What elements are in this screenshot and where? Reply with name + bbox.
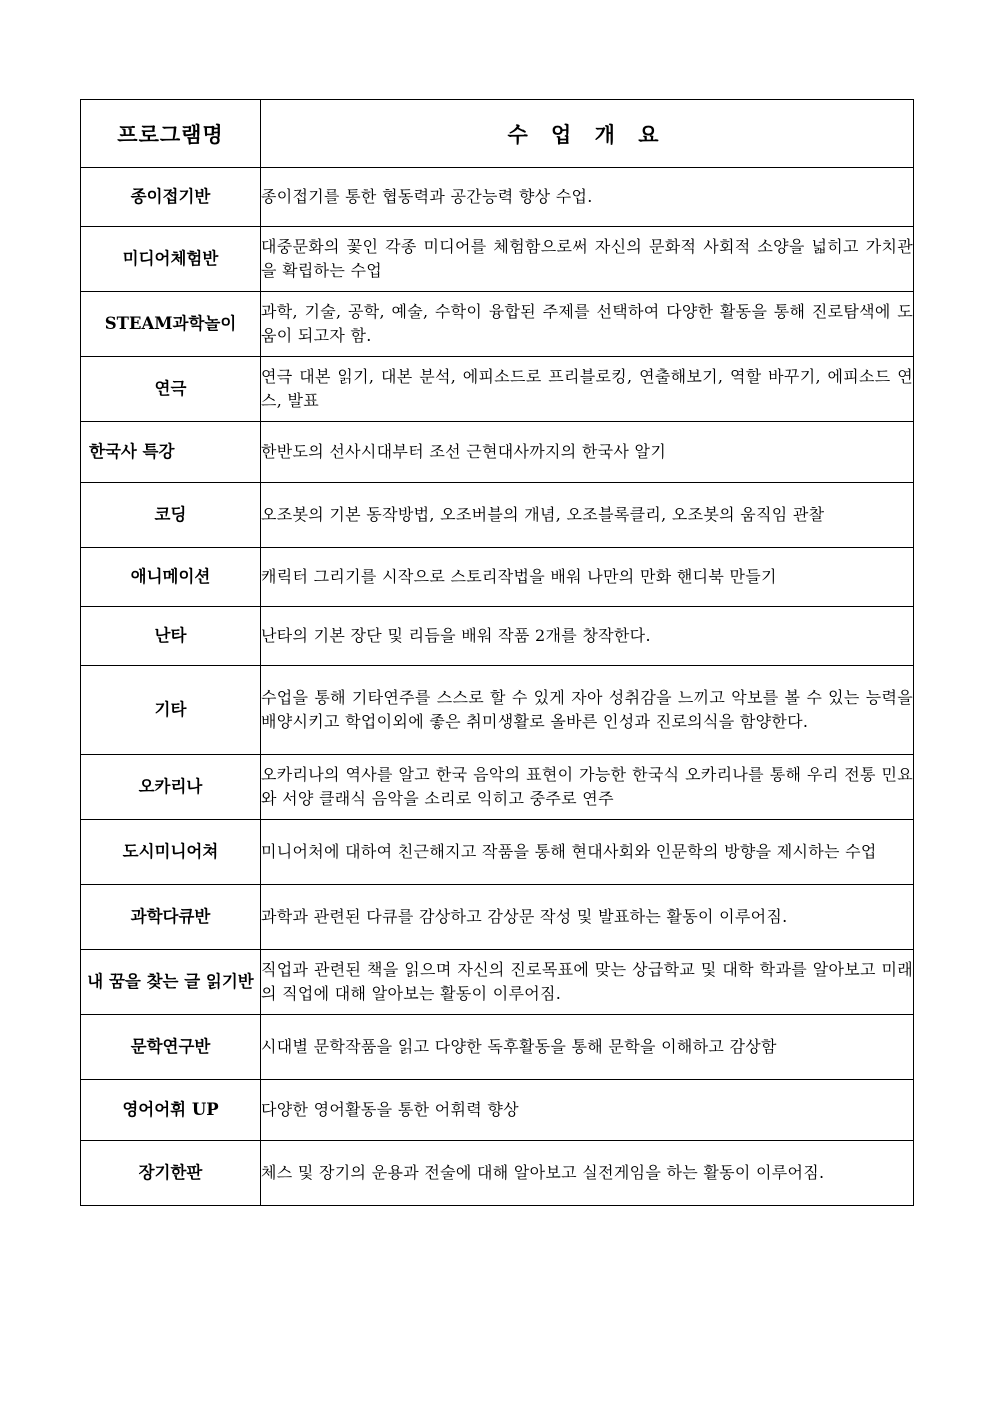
table-row	[81, 548, 914, 607]
program-description: 한반도의 선사시대부터 조선 근현대사까지의 한국사 알기	[261, 422, 914, 483]
program-description: 수업을 통해 기타연주를 스스로 할 수 있게 자아 성취감을 느끼고 악보를 볼 수 있는 능력을 배양시키고 학업이외에 좋은 취미생활로 올바른 인성과 진로의식을 함양한다.	[261, 666, 914, 755]
program-name: 도시미니어쳐	[81, 820, 261, 885]
table-row	[81, 755, 914, 820]
table-row	[81, 357, 914, 422]
program-description: 캐릭터 그리기를 시작으로 스토리작법을 배워 나만의 만화 핸디북 만들기	[261, 548, 914, 607]
program-name: 장기한판	[81, 1141, 261, 1206]
table-row	[81, 227, 914, 292]
program-name: STEAM과학놀이	[81, 292, 261, 357]
header-program-name: 프로그램명	[81, 100, 261, 168]
table-row	[81, 483, 914, 548]
program-description: 난타의 기본 장단 및 리듬을 배워 작품 2개를 창작한다.	[261, 607, 914, 666]
program-name: 내 꿈을 찾는 글 읽기반	[81, 950, 261, 1015]
program-description: 과학, 기술, 공학, 예술, 수학이 융합된 주제를 선택하여 다양한 활동을 통해 진로탐색에 도움이 되고자 함.	[261, 292, 914, 357]
program-description: 오카리나의 역사를 알고 한국 음악의 표현이 가능한 한국식 오카리나를 통해 우리 전통 민요와 서양 클래식 음악을 소리로 익히고 중주로 연주	[261, 755, 914, 820]
program-description: 시대별 문학작품을 읽고 다양한 독후활동을 통해 문학을 이해하고 감상함	[261, 1015, 914, 1080]
program-table	[80, 99, 914, 1206]
program-description: 체스 및 장기의 운용과 전술에 대해 알아보고 실전게임을 하는 활동이 이루어짐.	[261, 1141, 914, 1206]
table-row	[81, 607, 914, 666]
program-description: 오조봇의 기본 동작방법, 오조버블의 개념, 오조블록클리, 오조봇의 움직임 관찰	[261, 483, 914, 548]
table-header-row	[81, 100, 914, 168]
program-name: 코딩	[81, 483, 261, 548]
table-row	[81, 950, 914, 1015]
table-row	[81, 820, 914, 885]
table-row	[81, 422, 914, 483]
table-row	[81, 1080, 914, 1141]
program-name: 종이접기반	[81, 168, 261, 227]
program-name: 문학연구반	[81, 1015, 261, 1080]
program-name: 연극	[81, 357, 261, 422]
program-description: 종이접기를 통한 협동력과 공간능력 향상 수업.	[261, 168, 914, 227]
program-name: 기타	[81, 666, 261, 755]
program-name: 영어어휘 UP	[81, 1080, 261, 1141]
table-row	[81, 292, 914, 357]
program-name: 애니메이션	[81, 548, 261, 607]
table-row	[81, 885, 914, 950]
table-row	[81, 1015, 914, 1080]
program-name: 한국사 특강	[81, 422, 261, 483]
header-class-overview: 수 업 개 요	[261, 100, 914, 168]
program-description: 직업과 관련된 책을 읽으며 자신의 진로목표에 맞는 상급학교 및 대학 학과를 알아보고 미래의 직업에 대해 알아보는 활동이 이루어짐.	[261, 950, 914, 1015]
table-row	[81, 666, 914, 755]
program-name: 오카리나	[81, 755, 261, 820]
table-row	[81, 1141, 914, 1206]
table-row	[81, 168, 914, 227]
program-name: 과학다큐반	[81, 885, 261, 950]
program-description: 과학과 관련된 다큐를 감상하고 감상문 작성 및 발표하는 활동이 이루어짐.	[261, 885, 914, 950]
program-name: 난타	[81, 607, 261, 666]
program-name: 미디어체험반	[81, 227, 261, 292]
program-description: 연극 대본 읽기, 대본 분석, 에피소드로 프리블로킹, 연출해보기, 역할 바꾸기, 에피소드 연스, 발표	[261, 357, 914, 422]
program-description: 미니어처에 대하여 친근해지고 작품을 통해 현대사회와 인문학의 방향을 제시하는 수업	[261, 820, 914, 885]
program-description: 다양한 영어활동을 통한 어휘력 향상	[261, 1080, 914, 1141]
program-description: 대중문화의 꽃인 각종 미디어를 체험함으로써 자신의 문화적 사회적 소양을 넓히고 가치관을 확립하는 수업	[261, 227, 914, 292]
